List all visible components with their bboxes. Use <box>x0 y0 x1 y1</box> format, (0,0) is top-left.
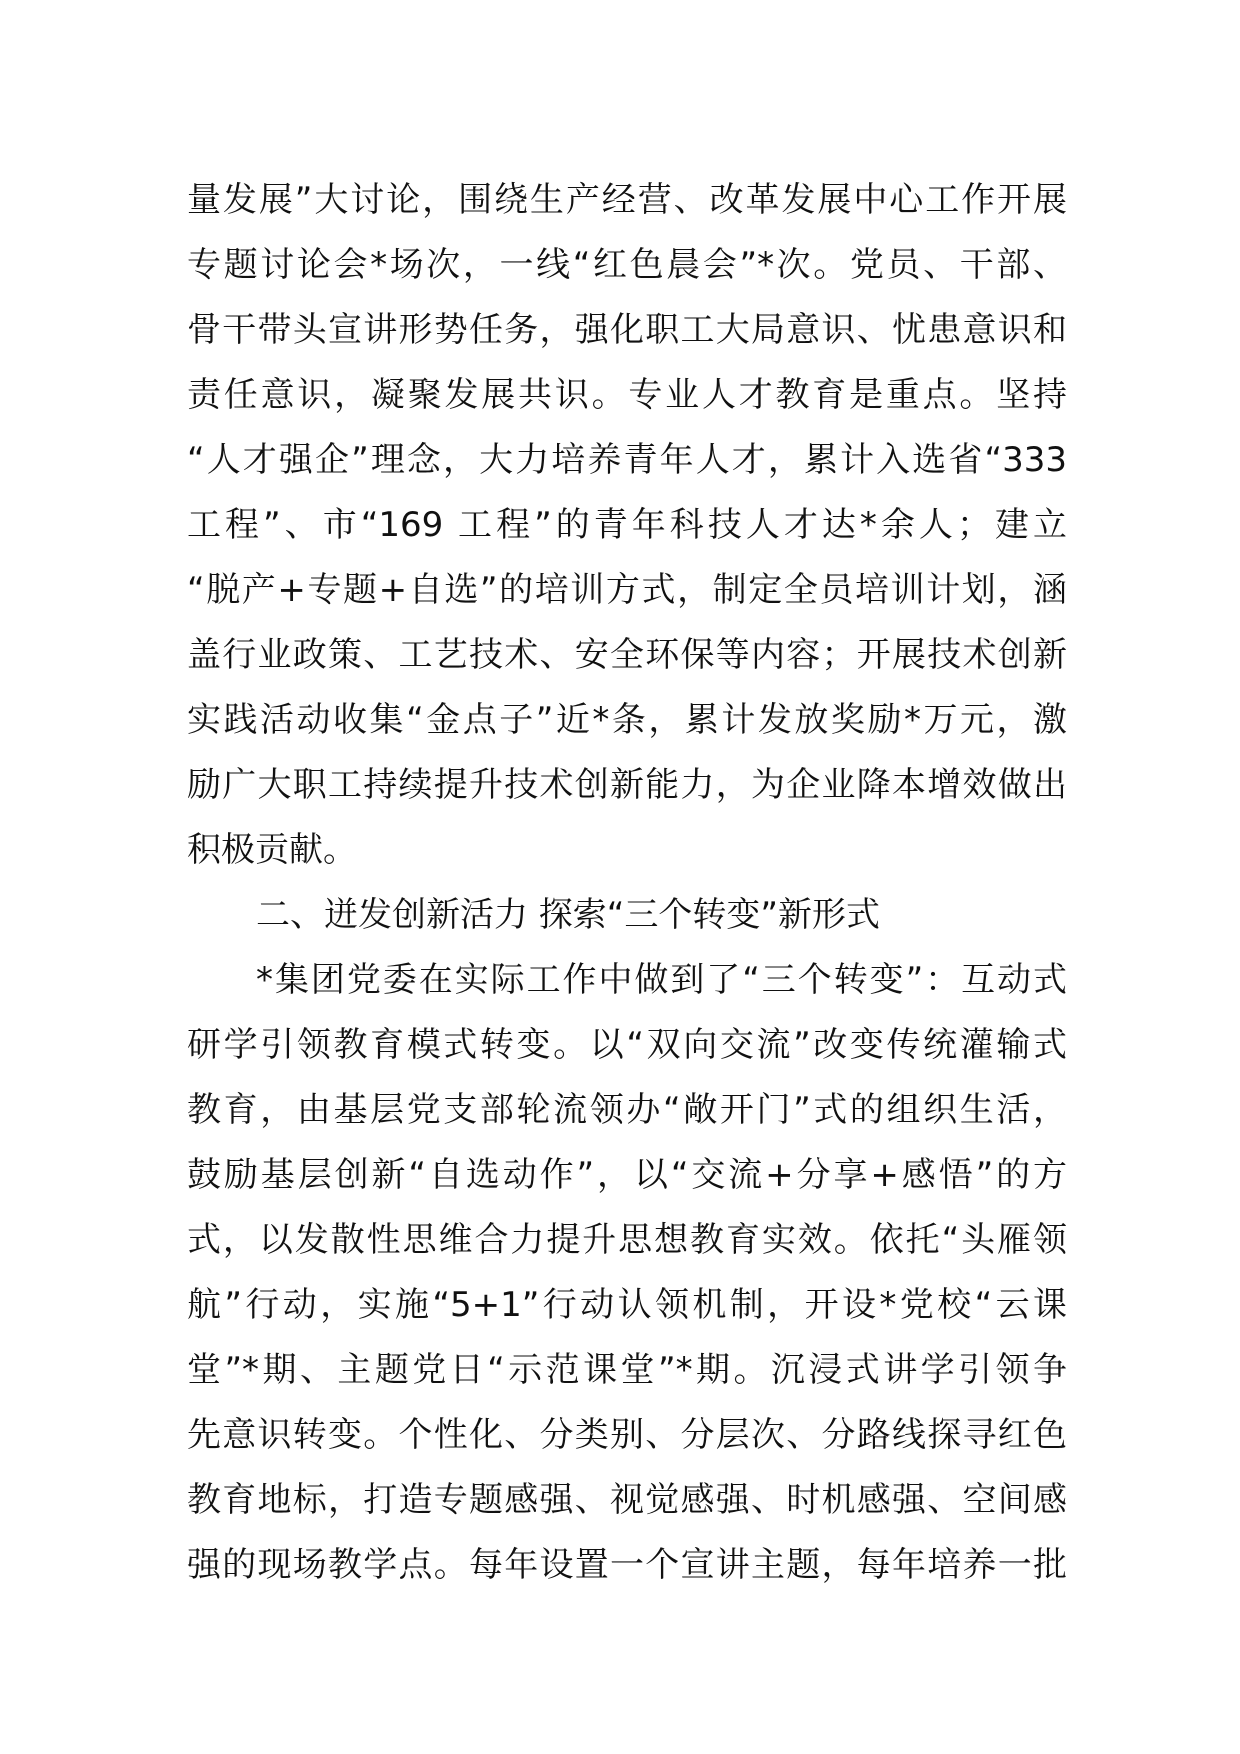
paragraph-line: 先意识转变。个性化、分类别、分层次、分路线探寻红色 <box>187 1415 1067 1455</box>
paragraph-line: 励广大职工持续提升技术创新能力，为企业降本增效做出 <box>187 765 1067 805</box>
paragraph-line: 堂”*期、主题党日“示范课堂”*期。沉浸式讲学引领争 <box>187 1350 1067 1390</box>
paragraph-line: 航”行动，实施“5+1”行动认领机制，开设*党校“云课 <box>187 1285 1067 1325</box>
paragraph-line: 专题讨论会*场次，一线“红色晨会”*次。党员、干部、 <box>187 245 1067 285</box>
paragraph-line: 骨干带头宣讲形势任务，强化职工大局意识、忧患意识和 <box>187 310 1067 350</box>
paragraph-line: “脱产+专题+自选”的培训方式，制定全员培训计划，涵 <box>187 570 1067 610</box>
paragraph-line: “人才强企”理念，大力培养青年人才，累计入选省“333 <box>187 440 1067 480</box>
paragraph-line: 式，以发散性思维合力提升思想教育实效。依托“头雁领 <box>187 1220 1067 1260</box>
paragraph-line: 鼓励基层创新“自选动作”，以“交流+分享+感悟”的方 <box>187 1155 1067 1195</box>
document-body <box>187 168 1067 1598</box>
paragraph-line: 研学引领教育模式转变。以“双向交流”改变传统灌输式 <box>187 1025 1067 1065</box>
paragraph-line: 积极贡献。 <box>187 830 357 870</box>
paragraph-line: 强的现场教学点。每年设置一个宣讲主题，每年培养一批 <box>187 1545 1067 1585</box>
paragraph-line: 量发展”大讨论，围绕生产经营、改革发展中心工作开展 <box>187 180 1067 220</box>
paragraph-line: 责任意识，凝聚发展共识。专业人才教育是重点。坚持 <box>187 375 1067 415</box>
paragraph-line: 教育，由基层党支部轮流领办“敞开门”式的组织生活， <box>187 1090 1067 1130</box>
paragraph-line: 盖行业政策、工艺技术、安全环保等内容；开展技术创新 <box>187 635 1067 675</box>
section-heading: 二、迸发创新活力 探索“三个转变”新形式 <box>256 895 881 935</box>
paragraph-line: 实践活动收集“金点子”近*条，累计发放奖励*万元，激 <box>187 700 1067 740</box>
paragraph-line: *集团党委在实际工作中做到了“三个转变”：互动式 <box>256 960 1067 1000</box>
paragraph-line: 教育地标，打造专题感强、视觉感强、时机感强、空间感 <box>187 1480 1067 1520</box>
paragraph-line: 工程”、市“169 工程”的青年科技人才达*余人；建立 <box>187 505 1067 545</box>
